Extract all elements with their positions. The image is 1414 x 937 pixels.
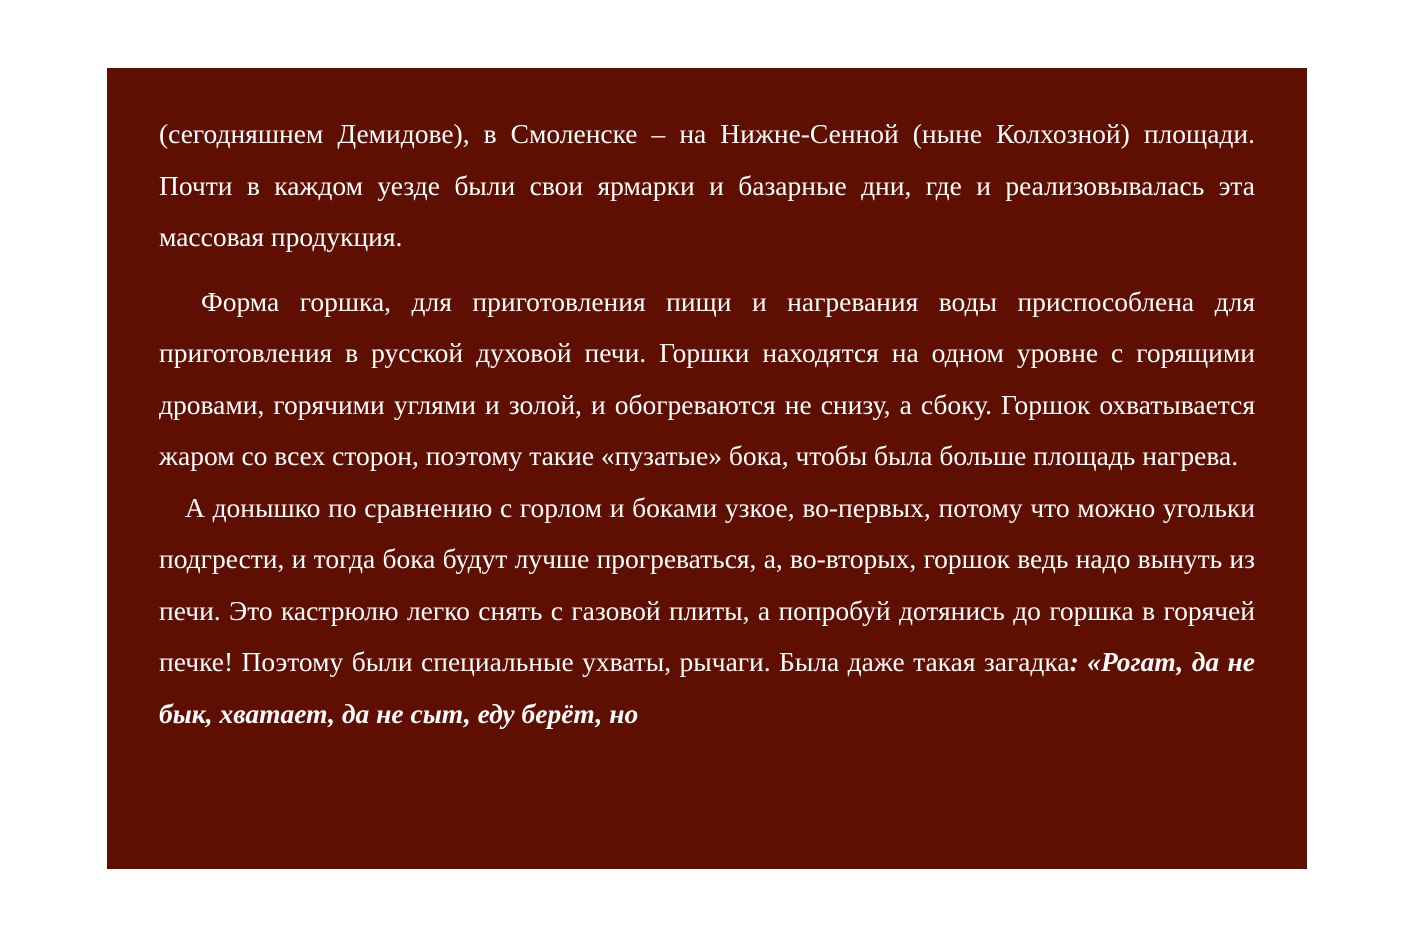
paragraph-1: (сегодняшнем Демидове), в Смоленске – на Нижне-Сенной (ныне Колхозной) площади. Почти в каждом уезде были свои ярмарки и базарные дни, где и реализовывалась эта массовая продукция. [159,118,1255,252]
slide [107,68,1307,869]
riddle-text: : «Рогат, да не бык, хватает, да не сыт, еду берёт, но [159,646,1255,729]
body-text [159,108,1255,739]
paragraph-3-text: А донышко по сравнению с горлом и боками узкое, во-первых, потому что можно угольки подгрести, и тогда бока будут лучше прогреваться, а, во-вторых, горшок ведь надо вынуть из печи. Это кастрюлю легко снять с газовой плиты, а попробуй дотянись до горшка в горячей печке! Поэтому были специальные ухваты, рычаги. Была даже такая загадка [159,491,1255,677]
paragraph-2: Форма горшка, для приготовления пищи и нагревания воды приспособлена для приготовления в русской духовой печи. Горшки находятся на одном уровне с горящими дровами, горячими углями и золой, и обогреваются не снизу, а сбоку. Горшок охватывается жаром со всех сторон, поэтому такие «пузатые» бока, чтобы была больше площадь нагрева. [159,285,1255,471]
paragraph-3 [159,482,1255,740]
